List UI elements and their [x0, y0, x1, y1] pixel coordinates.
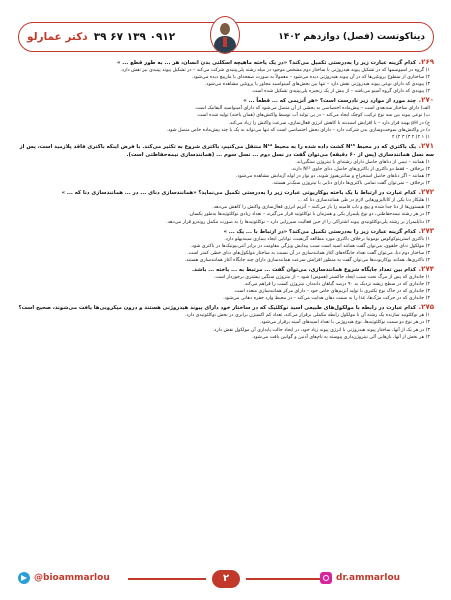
question-text: کدام عبارت در ارتباط با یک یاخته یوکاریوتی عبارت زیر را به‌درستی تکمیل می‌نماید؟ «همانندسازی دنای ... در ... همانندسازی دنا که ... » — [61, 190, 417, 197]
telegram-icon — [18, 572, 30, 584]
question-number: ۲۷۴ — [421, 264, 434, 273]
answer-option[interactable]: ۲) برخلاف – فقط دو باکتری از باکتری‌های حاصل، دنای حاوی N¹⁵ دارند. — [290, 166, 430, 172]
question-text: کدام گزینه عبارت زیر را به‌درستی تکمیل می‌کند؟ «در ارتباط با ... یک ... » — [223, 228, 417, 235]
question-block — [18, 227, 434, 264]
answer-option[interactable]: ۴) پیوندی که دارای گروه آمینو می‌باشد – از بیش از یک زنجیره پلی‌پپتیدی تشکیل شده است. — [251, 89, 430, 95]
answer-option[interactable]: ۴) جانداری که در حرکت مژک‌ها، غذا را به سمت دهان هدایت می‌کند – در محیط وارد حفره دهانی می‌شود. — [223, 296, 430, 302]
answer-option[interactable]: ۲) هیستون‌ها از دنا جدا شده و پیچ و تاب فامینه را باز می‌کنند – آنزیم انرژی فعال‌سازی واکنش را کاهش می‌دهد. — [212, 205, 430, 211]
question-block — [18, 142, 434, 187]
question-block — [18, 58, 434, 95]
question-title: ۲۷۰. چند مورد از موارد زیر نادرست است؟ «هر آنزیمی که ... قطعاً ... » — [243, 96, 434, 105]
question-text: کدام عبارت در رابطه با مولکول‌های طبیعی اسید نوکلئیک که در ساختار خود دارای پیوند هیدروژنی هستند و درون میکروبی‌ها یافت می‌شوند، صحیح است؟ — [18, 305, 417, 312]
question-number: ۲۷۰ — [421, 96, 434, 105]
answer-option[interactable]: الف) دارای ساختار سه‌بعدی است – پیش‌ماده اختصاصی به بخشی از آن متصل می‌شود که دارای آمینواسید آلیفاتیک است. — [194, 106, 430, 112]
telegram-handle: @bioammarlou — [34, 573, 110, 583]
page-title: دیناکوتست (فصل) دوازدهم ۱۴۰۲ — [278, 32, 425, 42]
answer-option[interactable]: ۱) ۱ ۲) ۲ ۳) ۳ ۴) ۴ — [391, 134, 430, 140]
question-number: ۲۶۹ — [421, 58, 434, 66]
question-text: کدام بین تعداد جایگاه شروع همانندسازی، می‌توان گفت ... مرتبط به ... یاخته ... باشد. — [192, 266, 417, 273]
answer-option[interactable]: ۲) جانداری که در سطح ریشه نزدیک به ۹۰ درصد گیاهان دانه‌دار، نیتروژن کسب را فراهم می‌کند. — [243, 282, 430, 288]
answer-option[interactable]: ج) در pH بهینه قرار دارد – با افزایش اسیدیته یا کاهش انرژی فعال‌سازی، سرعت واکنش را زیاد می‌کند. — [228, 120, 430, 126]
author-phone: ۰۹۱۲ ۱۳۹ ۶۷ ۳۹ — [93, 31, 176, 43]
answer-option[interactable]: ۱) گروه در اسپوسمها که در تشکیل پیوند هیدروژنی با ساختار دوم مشخص موجود در میله رشته پلی‌پپتیدی شرکت می‌کند – در تشکیل پیوند پپتیدی نیز نقش دارد. — [120, 68, 430, 73]
answer-option[interactable]: ۱) هلیکاز دنا یکی از کاتالیزورهایی لازم در طی همانندسازی دنا که ... — [297, 198, 430, 204]
instagram-link[interactable] — [320, 572, 400, 584]
answer-option[interactable]: ۲) مولکول دنای حلقوی، می‌توان گفت همانند اسید است سبب پیدایش ویژگی مقاومت در برابر آنتی‌بیوتیک‌ها در باکتری شود. — [190, 243, 430, 249]
answer-option[interactable]: ۳) ساختار دوم دنا، می‌توان گفت تعداد جایگاه‌های آغاز همانندسازی در آن نسبت به ساختار مولکول‌های دنای خطی کمتر است. — [187, 250, 430, 256]
author-avatar — [210, 16, 240, 54]
answer-option[interactable]: ۳) همانند – اگر دناهای حاصل استخراج و سانتریفیوژ شوند، دو نوار در لوله آزمایش مشاهده می‌شود. — [235, 174, 430, 180]
question-title: ۲۷۴. کدام بین تعداد جایگاه شروع همانندسازی، می‌توان گفت ... مرتبط به ... یاخته ... باشد. — [192, 264, 434, 273]
author-block — [27, 31, 175, 43]
question-number: ۲۷۳ — [421, 226, 434, 235]
question-block — [18, 303, 434, 340]
answer-option[interactable]: ۱) همانند – نیمی از دناهای حاصل دارای رشته‌ای با نیتروژن سنگین‌اند. — [295, 159, 430, 165]
page-footer — [0, 568, 451, 588]
answer-option[interactable]: ۱) هر نوکلئوتید سازنده یک رشته آن با مولکول رابطه مکملی برقرار می‌کند، تعداد کم اکسیژن برابری در بخش نوکلئوتیدی دارد. — [184, 313, 430, 319]
answer-option[interactable]: ۴) برخلاف – نمی‌توان گفت تمامی باکتری‌ها دارای دنایی با نیتروژن سبک‌تر هستند. — [272, 181, 430, 187]
answer-option[interactable]: ۳) جانداری که در خاک نوع تکثیری با تولید آنزیم‌های خاص خود – دارای مرکز همانندسازی متعدد است. — [233, 289, 430, 295]
answer-option[interactable]: ۳) در هر یک از آنها، ساختار پیوند هیدروژنی با انرژی پیوند زیاد خود، در ایجاد حالت پایداری آن مولکول نقش دارد. — [212, 327, 430, 333]
question-title: ۲۶۹. کدام گزینه عبارت زیر را به‌درستی تکمیل می‌کند؟ «در یک یاخته ماهیچه اسکلتی بدن انسان، هر ... به طور قطع ... » — [116, 58, 434, 66]
footer-divider-right — [246, 578, 324, 580]
question-text: کدام گزینه عبارت زیر را به‌درستی تکمیل می‌کند؟ «در یک یاخته ماهیچه اسکلتی بدن انسان، هر ... به طور قطع ... » — [116, 60, 417, 66]
question-number: ۲۷۵ — [421, 303, 434, 312]
instagram-handle: dr.ammarlou — [336, 573, 401, 583]
answer-option[interactable]: د) در واکنش‌های سوخت‌وسازی بدن شرکت دارد – دارای بخش اختصاصی است که تنها می‌تواند به یک یا چند پیش‌ماده خاص متصل شود. — [166, 127, 430, 133]
answer-option[interactable]: ۳) در هر رشته نیمه‌حفاظتی، دو نوع پلیمراز یکی و همزمان با نوکلئوتید قرار می‌گیرند – تعداد زیادی نوکلئوتیدها به‌طور یکسان. — [188, 212, 430, 218]
question-title: ۲۷۱. یک باکتری که در محیط N¹⁵ کشت داده شده را به محیط N¹⁴ منتقل می‌کنیم، باکتری شروع به تکثیر می‌کند. با فرض اینکه باکتری فاقد پلازمید است، پس از سه نسل همانندسازی (پس از ۶۰ دقیقه) می‌توان گفت در نسل دوم ... نسل سوم ... (همانندسازی نیمه‌حفاظتی است). — [19, 141, 434, 158]
question-block — [18, 265, 434, 302]
author-name: دکتر عمارلو — [27, 31, 88, 43]
instagram-icon — [320, 572, 332, 584]
question-block — [18, 96, 434, 140]
answer-option[interactable]: ۴) باکتری‌ها، همانند یوکاریوت‌ها می‌توان گفت به منظور افزایش سرعت همانندسازی دارای چند جایگاه آغاز همانندسازی هستند. — [184, 257, 430, 263]
question-text: یک باکتری که در محیط N¹⁵ کشت داده شده را به محیط N¹⁴ منتقل می‌کنیم، باکتری شروع به تکثیر می‌کند. با فرض اینکه باکتری فاقد پلازمید است، پس از سه نسل همانندسازی (پس از ۶۰ دقیقه) می‌توان گفت در نسل دوم ... نسل سوم ... (همانندسازی نیمه‌حفاظتی است). — [19, 143, 434, 158]
footer-divider-left — [128, 578, 206, 580]
answer-option[interactable]: ب) نوعی پیوند بین سه نوع ترکیب کوچک ایجاد می‌کند – در پی تولید آب توسط واکنش‌های (همان یاخته) تولید شده است. — [196, 113, 430, 119]
answer-option[interactable]: ۲) در هر نوع دو سمت نوکلئوتید‌ها، نوع هیدروژنی با تعداد اسیدهای آمینه برقرار می‌شود. — [259, 320, 430, 326]
question-text: چند مورد از موارد زیر نادرست است؟ «هر آنزیمی که ... قطعاً ... » — [243, 98, 417, 105]
question-number: ۲۷۱ — [421, 141, 434, 150]
answer-option[interactable]: ۴) هر بخش از آنها، بازهایی آلی نیتروژن‌داری پیوسته به نام‌های آدنین و گوانین یافت می‌شود. — [251, 334, 430, 340]
page-number: ۲ — [212, 570, 240, 588]
question-title: ۲۷۵. کدام عبارت در رابطه با مولکول‌های طبیعی اسید نوکلئیک که در ساختار خود دارای پیوند هیدروژنی هستند و درون میکروبی‌ها یافت می‌شوند، صحیح است؟ — [18, 303, 434, 312]
answer-option[interactable]: ۳) پیوندی که دارای نوعی پیوند هیدروژنی نقش دارد – تنها بین بخش‌های آمینواسید مجاور یا پروتئین مشاهده می‌شود. — [204, 82, 430, 88]
answer-option[interactable]: ۴) دناپلیمراز بر رشته پلی‌نوکلئوتیدی پیوند اشتراکی را از حین فعالیت سیرزایی دارد – نوکلئوتیدها را به صورت مکمل روبه‌رو قرار می‌دهد. — [166, 219, 430, 225]
questions-list — [18, 58, 434, 554]
question-block — [18, 188, 434, 225]
telegram-link[interactable] — [18, 572, 110, 584]
question-title: ۲۷۳. کدام گزینه عبارت زیر را به‌درستی تکمیل می‌کند؟ «در ارتباط با ... یک ... » — [223, 226, 434, 235]
answer-option[interactable]: ۱) باکتری استرپتوکوکوس نومونیا برخلاف باکتری مورد مطالعه گریفیت، توانایی ایجاد بیماری سینه‌پهلو دارد. — [224, 236, 430, 242]
answer-option[interactable]: ۲) ساختاری از سطوح پروتئین‌ها که در آن پیوند هیدروژنی دیده می‌شود – معمولاً به صورت صفحه‌ای یا مارپیچ دیده می‌شود. — [191, 75, 430, 81]
answer-option[interactable]: ۱) جانداری که پس از مرگ تحت سبب ایجاد خاکستر (هموس) شود – از نیتروژن سنگین بیشتری برخوردار است. — [213, 274, 430, 280]
question-title: ۲۷۲. کدام عبارت در ارتباط با یک یاخته یوکاریوتی عبارت زیر را به‌درستی تکمیل می‌نماید؟ «همانندسازی دنای ... در ... همانندسازی دنا که ... » — [61, 188, 434, 197]
question-number: ۲۷۲ — [421, 188, 434, 197]
